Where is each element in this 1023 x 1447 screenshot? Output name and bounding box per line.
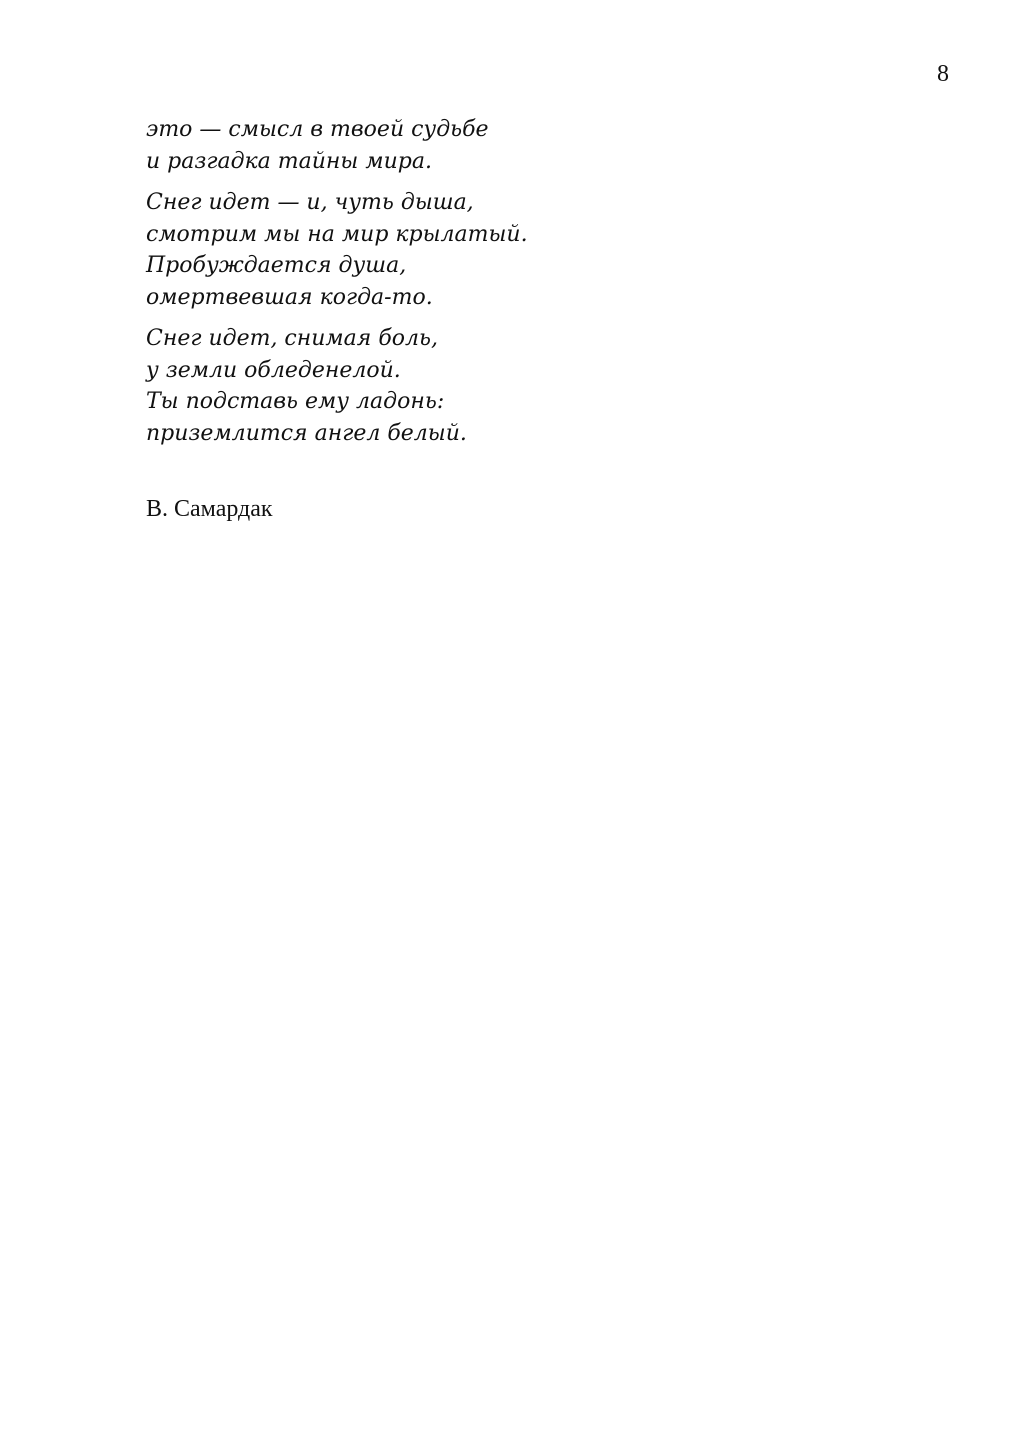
poem (146, 114, 906, 459)
poem-line: смотрим мы на мир крылатый. (146, 221, 528, 247)
poem-line: Снег идет — и, чуть дыша, (146, 190, 474, 215)
poem-line: приземлится ангел белый. (146, 420, 467, 446)
stanza-1 (146, 114, 906, 177)
page-number: 8 (937, 61, 949, 87)
poem-line: Снег идет, снимая боль, (146, 326, 438, 351)
poem-line: это — смысл в твоей судьбе (146, 117, 489, 142)
stanza-3 (146, 323, 906, 449)
stanza-2 (146, 187, 906, 313)
poem-line: у земли обледенелой. (146, 357, 401, 383)
poem-line: и разгадка тайны мира. (146, 148, 432, 174)
poem-line: омертвевшая когда-то. (146, 284, 433, 310)
poem-line: Ты подставь ему ладонь: (146, 389, 445, 414)
poem-line: Пробуждается душа, (146, 253, 407, 278)
poem-author: В. Самардак (146, 496, 273, 522)
